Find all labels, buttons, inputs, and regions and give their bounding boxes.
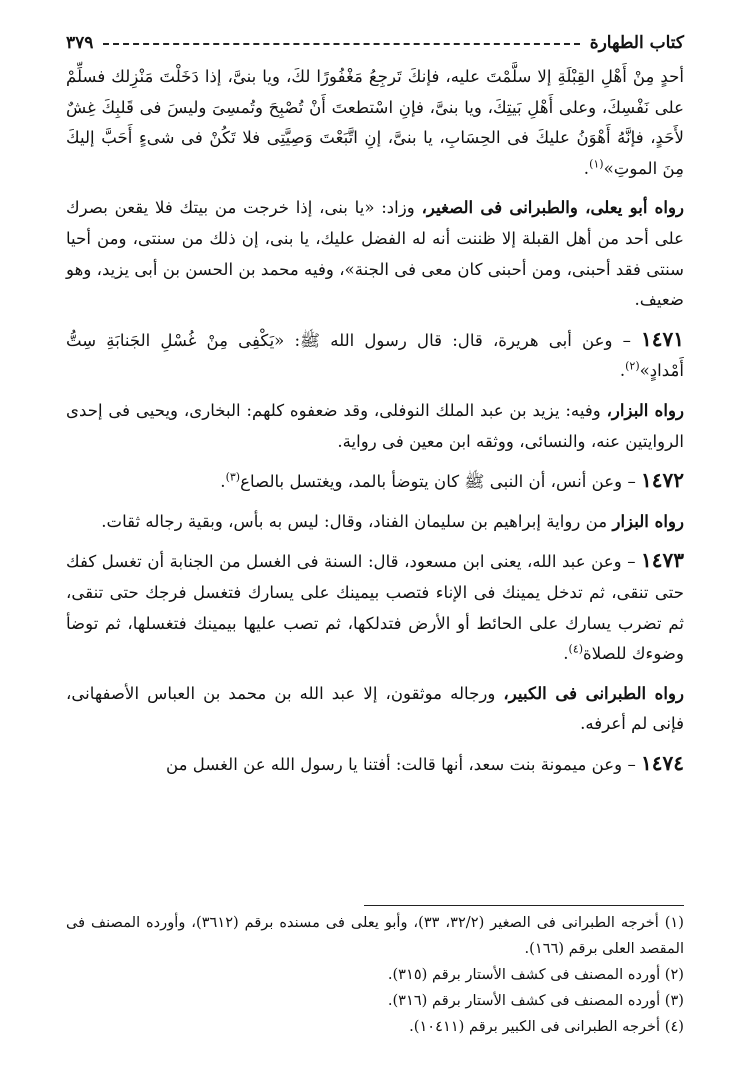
paragraph-tail: . [619,361,626,381]
paragraph-text: أحدٍ مِنْ أَهْلِ القِبْلَةِ إلا سلَّمْتَ عليه، فإنكَ تَرجِعُ مَغْفُورًا لكَ، ويا بنىَّ، إذا دَخَلْتَ مَنْزِلك فسلِّمْ على نَفْسِكَ، وعلى أَهْلِ بَيتِكَ، ويا بنىَّ، فإنِ اسْتطعتَ أَنْ تُصْبِحَ وتُمسِىَ وليسَ فى قَلبِكَ غِشٌ لأَحَدٍ، فإنَّهُ أَهْوَنُ عليكَ فى الحِسَابِ، يا بنىَّ، إنِ اتَّبَعْتَ وَصِيَّتِى فلا تَكُنْ فى شىءٍ أَحَبَّ إليكَ مِنَ الموتِ» [66,67,684,178]
source-lead: رواه أبو يعلى، والطبرانى فى الصغير، [421,197,684,218]
paragraph-commentary [66,506,684,538]
footnote-ref: (٢) [625,359,640,373]
footnote-ref: (١) [589,157,604,171]
paragraph-commentary [66,192,684,315]
chapter-title: كتاب الطهارة [589,33,684,53]
paragraph-text: من رواية إبراهيم بن سليمان الفناد، وقال: ليس به بأس، وبقية رجاله ثقات. [101,511,613,531]
footnotes [66,910,684,1040]
hadith-number: ١٤٧١ [641,326,684,351]
footnote-2: (٢) أورده المصنف فى كشف الأستار برقم (٣١٥). [387,966,684,983]
paragraph-text: – وعن عبد الله، يعنى ابن مسعود، قال: السنة فى الغسل من الجنابة أن تغسل كفك حتى تنقى، ثم تدخل يمينك فى الإناء فتصب بيمينك على يسارك فتغسل فرجك حتى تنقى، ثم تضرب يسارك على الحائط أو الأرض فتدلكها، ثم تصب عليها بيمينك فتغسلها، ثم توضأ وضوءك للصلاة [66,552,684,664]
footnote-ref: (٣) [225,470,241,484]
hadith-number: ١٤٧٤ [641,750,684,775]
footnote-ref: (٤) [568,642,584,656]
main-text [66,62,684,780]
page-number: ٣٧٩ [66,33,94,53]
source-lead: رواه البزار [612,510,684,531]
running-header [66,30,684,56]
paragraph-text: وزاد: «يا بنى، إذا خرجت من بيتك فلا يقعن بصرك على أحد من أهل القبلة إلا ظننت أنه له الفضل عليك، يا بنى، إن ذلك من سنتى، ومن أحيا سنتى فقد أحبنى، ومن أحبنى كان معى فى الجنة»، وفيه محمد بن الحسن بن أبى يزيد، وهو ضعيف. [66,198,684,310]
hadith-1471 [66,324,684,387]
paragraph-commentary [66,395,684,457]
footnote-3: (٣) أورده المصنف فى كشف الأستار برقم (٣١٦). [387,992,684,1009]
footnote-4: (٤) أخرجه الطبرانى فى الكبير برقم (١٠٤١١). [409,1018,684,1035]
hadith-number: ١٤٧٣ [641,548,684,573]
paragraph-tail: . [563,644,569,664]
header-dashed-rule [103,43,579,45]
footnote-divider [364,905,684,906]
paragraph-text: – وعن أبى هريرة، قال: قال رسول الله ﷺ: «يَكْفِى مِنْ غُسْلِ الجَنابَةِ سِتُّ أَمْدادٍ» [66,330,684,381]
paragraph-tail: . [583,158,590,178]
hadith-1474 [66,748,684,781]
paragraph-text: – وعن ميمونة بنت سعد، أنها قالت: أفتنا يا رسول الله عن الغسل من [166,754,642,774]
paragraph-text: وفيه: يزيد بن عبد الملك النوفلى، وقد ضعفوه كلهم: البخارى، ويحيى فى إحدى الروايتين عنه، والنسائى، ووثقه ابن معين فى رواية. [66,400,684,451]
hadith-number: ١٤٧٢ [641,468,684,493]
paragraph-text: – وعن أنس، أن النبى ﷺ كان يتوضأ بالمد، ويغتسل بالصاع [240,472,642,492]
source-lead: رواه البزار، [606,399,684,420]
hadith-1473 [66,545,684,669]
source-lead: رواه الطبرانى فى الكبير، [503,682,684,703]
paragraph-hadith-continuation [66,62,684,184]
hadith-1472 [66,465,684,498]
paragraph-tail: . [220,472,226,492]
paragraph-commentary [66,678,684,740]
footnote-1: (١) أخرجه الطبرانى فى الصغير (٣٢/٢، ٣٣)، وأبو يعلى فى مسنده برقم (٣٦١٢)، وأورده المصنف فى المقصد العلى برقم (١٦٦). [66,914,684,957]
paragraph-text: ورجاله موثقون، إلا عبد الله بن محمد بن العباس الأصفهانى، فإنى لم أعرفه. [66,683,684,734]
